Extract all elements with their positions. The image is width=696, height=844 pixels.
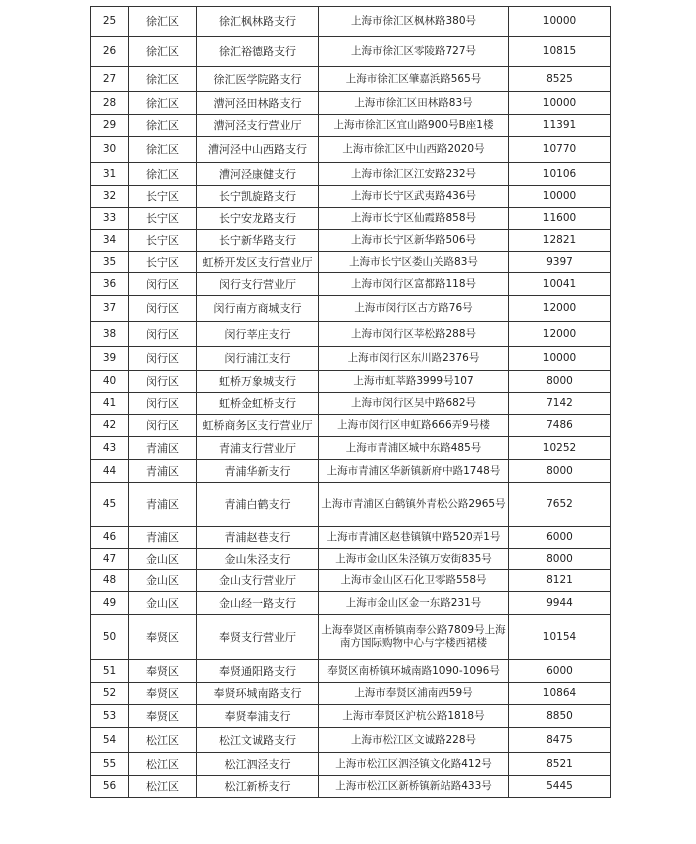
district-cell: 徐汇区: [129, 37, 197, 67]
address-cell: 上海市金山区朱泾镇万安街835号: [319, 549, 509, 570]
table-row: [91, 273, 611, 296]
amount-cell: 6000: [509, 527, 611, 549]
branch-name-cell: 虹桥金虹桥支行: [197, 393, 319, 415]
amount-cell: 8525: [509, 67, 611, 92]
district-cell: 闵行区: [129, 415, 197, 437]
address-cell: 上海市闵行区富都路118号: [319, 273, 509, 296]
table-row: [91, 322, 611, 347]
branch-name-cell: 奉贤奉浦支行: [197, 705, 319, 728]
table-row: [91, 7, 611, 37]
table-row: [91, 483, 611, 527]
table-row: [91, 347, 611, 371]
row-number: 53: [91, 705, 129, 728]
address-cell: 上海市闵行区吴中路682号: [319, 393, 509, 415]
district-cell: 闵行区: [129, 393, 197, 415]
table-row: [91, 460, 611, 483]
address-cell: 上海市长宁区新华路506号: [319, 230, 509, 252]
district-cell: 闵行区: [129, 296, 197, 322]
branch-name-cell: 松江泗泾支行: [197, 753, 319, 776]
address-cell: 上海市徐汇区肇嘉浜路565号: [319, 67, 509, 92]
row-number: 40: [91, 371, 129, 393]
table-row: [91, 728, 611, 753]
address-cell: 上海市松江区文诚路228号: [319, 728, 509, 753]
amount-cell: 12000: [509, 296, 611, 322]
branch-table: [90, 6, 611, 798]
row-number: 26: [91, 37, 129, 67]
branch-name-cell: 漕河泾中山西路支行: [197, 137, 319, 163]
row-number: 25: [91, 7, 129, 37]
district-cell: 金山区: [129, 570, 197, 592]
address-cell: 上海市青浦区赵巷镇镇中路520弄1号: [319, 527, 509, 549]
address-cell: 上海市长宁区仙霞路858号: [319, 208, 509, 230]
row-number: 51: [91, 660, 129, 683]
branch-name-cell: 奉贤环城南路支行: [197, 683, 319, 705]
branch-name-cell: 青浦白鹤支行: [197, 483, 319, 527]
branch-name-cell: 金山支行营业厅: [197, 570, 319, 592]
amount-cell: 10106: [509, 163, 611, 186]
address-cell: 上海市闵行区申虹路666弄9号楼: [319, 415, 509, 437]
amount-cell: 7652: [509, 483, 611, 527]
district-cell: 闵行区: [129, 322, 197, 347]
row-number: 48: [91, 570, 129, 592]
amount-cell: 10000: [509, 92, 611, 115]
address-cell: 上海市徐汇区枫林路380号: [319, 7, 509, 37]
amount-cell: 8000: [509, 460, 611, 483]
branch-name-cell: 长宁安龙路支行: [197, 208, 319, 230]
row-number: 46: [91, 527, 129, 549]
table-row: [91, 549, 611, 570]
branch-name-cell: 漕河泾支行营业厅: [197, 115, 319, 137]
branch-name-cell: 虹桥商务区支行营业厅: [197, 415, 319, 437]
table-row: [91, 252, 611, 273]
row-number: 54: [91, 728, 129, 753]
district-cell: 闵行区: [129, 371, 197, 393]
district-cell: 奉贤区: [129, 683, 197, 705]
branch-name-cell: 闵行莘庄支行: [197, 322, 319, 347]
row-number: 55: [91, 753, 129, 776]
address-cell: 上海市徐汇区田林路83号: [319, 92, 509, 115]
address-cell: 奉贤区南桥镇环城南路1090-1096号: [319, 660, 509, 683]
address-cell: 上海市青浦区白鹤镇外青松公路2965号: [319, 483, 509, 527]
row-number: 39: [91, 347, 129, 371]
row-number: 38: [91, 322, 129, 347]
table-row: [91, 592, 611, 615]
branch-name-cell: 虹桥开发区支行营业厅: [197, 252, 319, 273]
address-cell: 上海市徐汇区中山西路2020号: [319, 137, 509, 163]
address-cell: 上海市闵行区东川路2376号: [319, 347, 509, 371]
district-cell: 徐汇区: [129, 7, 197, 37]
row-number: 27: [91, 67, 129, 92]
amount-cell: 10154: [509, 615, 611, 660]
branch-name-cell: 长宁凯旋路支行: [197, 186, 319, 208]
table-row: [91, 683, 611, 705]
address-cell: 上海市长宁区娄山关路83号: [319, 252, 509, 273]
amount-cell: 10041: [509, 273, 611, 296]
table-row: [91, 705, 611, 728]
amount-cell: 10000: [509, 347, 611, 371]
row-number: 35: [91, 252, 129, 273]
district-cell: 徐汇区: [129, 115, 197, 137]
amount-cell: 8850: [509, 705, 611, 728]
row-number: 44: [91, 460, 129, 483]
table-row: [91, 37, 611, 67]
table-row: [91, 437, 611, 460]
district-cell: 松江区: [129, 753, 197, 776]
address-cell: 上海市虹莘路3999号107: [319, 371, 509, 393]
branch-name-cell: 长宁新华路支行: [197, 230, 319, 252]
address-cell: 上海市奉贤区浦南西59号: [319, 683, 509, 705]
table-row: [91, 660, 611, 683]
district-cell: 徐汇区: [129, 92, 197, 115]
row-number: 30: [91, 137, 129, 163]
address-cell: 上海市徐汇区江安路232号: [319, 163, 509, 186]
address-cell: 上海市金山区金一东路231号: [319, 592, 509, 615]
branch-name-cell: 松江文诚路支行: [197, 728, 319, 753]
amount-cell: 10864: [509, 683, 611, 705]
district-cell: 徐汇区: [129, 137, 197, 163]
address-cell: 上海市闵行区古方路76号: [319, 296, 509, 322]
amount-cell: 10000: [509, 186, 611, 208]
district-cell: 长宁区: [129, 208, 197, 230]
amount-cell: 7486: [509, 415, 611, 437]
address-cell: 上海市松江区泗泾镇文化路412号: [319, 753, 509, 776]
address-cell: 上海市奉贤区沪杭公路1818号: [319, 705, 509, 728]
branch-name-cell: 金山朱泾支行: [197, 549, 319, 570]
amount-cell: 11600: [509, 208, 611, 230]
amount-cell: 6000: [509, 660, 611, 683]
address-cell: 上海奉贤区南桥镇南奉公路7809号上海南方国际购物中心与字楼西裙楼: [319, 615, 509, 660]
row-number: 42: [91, 415, 129, 437]
row-number: 41: [91, 393, 129, 415]
amount-cell: 11391: [509, 115, 611, 137]
amount-cell: 8121: [509, 570, 611, 592]
table-row: [91, 527, 611, 549]
address-cell: 上海市松江区新桥镇新站路433号: [319, 776, 509, 798]
address-cell: 上海市长宁区武夷路436号: [319, 186, 509, 208]
amount-cell: 8000: [509, 549, 611, 570]
row-number: 31: [91, 163, 129, 186]
row-number: 33: [91, 208, 129, 230]
district-cell: 长宁区: [129, 230, 197, 252]
row-number: 34: [91, 230, 129, 252]
branch-name-cell: 虹桥万象城支行: [197, 371, 319, 393]
address-cell: 上海市徐汇区零陵路727号: [319, 37, 509, 67]
branch-name-cell: 松江新桥支行: [197, 776, 319, 798]
district-cell: 松江区: [129, 728, 197, 753]
table-row: [91, 371, 611, 393]
table-row: [91, 163, 611, 186]
district-cell: 闵行区: [129, 273, 197, 296]
row-number: 36: [91, 273, 129, 296]
amount-cell: 10815: [509, 37, 611, 67]
row-number: 32: [91, 186, 129, 208]
table-row: [91, 415, 611, 437]
branch-name-cell: 金山经一路支行: [197, 592, 319, 615]
branch-name-cell: 徐汇枫林路支行: [197, 7, 319, 37]
branch-name-cell: 青浦赵巷支行: [197, 527, 319, 549]
branch-name-cell: 徐汇医学院路支行: [197, 67, 319, 92]
district-cell: 青浦区: [129, 437, 197, 460]
amount-cell: 12000: [509, 322, 611, 347]
address-cell: 上海市青浦区城中东路485号: [319, 437, 509, 460]
amount-cell: 8000: [509, 371, 611, 393]
row-number: 43: [91, 437, 129, 460]
address-cell: 上海市金山区石化卫零路558号: [319, 570, 509, 592]
district-cell: 奉贤区: [129, 705, 197, 728]
branch-name-cell: 漕河泾康健支行: [197, 163, 319, 186]
row-number: 50: [91, 615, 129, 660]
district-cell: 青浦区: [129, 527, 197, 549]
district-cell: 长宁区: [129, 186, 197, 208]
branch-name-cell: 闵行支行营业厅: [197, 273, 319, 296]
district-cell: 青浦区: [129, 483, 197, 527]
amount-cell: 7142: [509, 393, 611, 415]
branch-name-cell: 闵行南方商城支行: [197, 296, 319, 322]
table-row: [91, 296, 611, 322]
table-row: [91, 92, 611, 115]
district-cell: 金山区: [129, 549, 197, 570]
table-row: [91, 67, 611, 92]
amount-cell: 12821: [509, 230, 611, 252]
amount-cell: 9397: [509, 252, 611, 273]
table-row: [91, 753, 611, 776]
branch-name-cell: 青浦华新支行: [197, 460, 319, 483]
row-number: 47: [91, 549, 129, 570]
row-number: 52: [91, 683, 129, 705]
table-row: [91, 570, 611, 592]
amount-cell: 9944: [509, 592, 611, 615]
branch-name-cell: 漕河泾田林路支行: [197, 92, 319, 115]
row-number: 29: [91, 115, 129, 137]
table-row: [91, 230, 611, 252]
row-number: 45: [91, 483, 129, 527]
branch-name-cell: 奉贤通阳路支行: [197, 660, 319, 683]
branch-name-cell: 奉贤支行营业厅: [197, 615, 319, 660]
address-cell: 上海市青浦区华新镇新府中路1748号: [319, 460, 509, 483]
district-cell: 长宁区: [129, 252, 197, 273]
row-number: 49: [91, 592, 129, 615]
amount-cell: 10252: [509, 437, 611, 460]
row-number: 28: [91, 92, 129, 115]
district-cell: 闵行区: [129, 347, 197, 371]
table-row: [91, 137, 611, 163]
table-row: [91, 393, 611, 415]
district-cell: 徐汇区: [129, 67, 197, 92]
table-row: [91, 115, 611, 137]
address-cell: 上海市闵行区莘松路288号: [319, 322, 509, 347]
row-number: 37: [91, 296, 129, 322]
table-row: [91, 208, 611, 230]
amount-cell: 10000: [509, 7, 611, 37]
table-row: [91, 186, 611, 208]
branch-name-cell: 青浦支行营业厅: [197, 437, 319, 460]
address-cell: 上海市徐汇区宜山路900号B座1楼: [319, 115, 509, 137]
district-cell: 松江区: [129, 776, 197, 798]
row-number: 56: [91, 776, 129, 798]
amount-cell: 10770: [509, 137, 611, 163]
district-cell: 徐汇区: [129, 163, 197, 186]
table-row: [91, 776, 611, 798]
district-cell: 奉贤区: [129, 615, 197, 660]
amount-cell: 8475: [509, 728, 611, 753]
district-cell: 金山区: [129, 592, 197, 615]
branch-name-cell: 闵行浦江支行: [197, 347, 319, 371]
district-cell: 奉贤区: [129, 660, 197, 683]
amount-cell: 5445: [509, 776, 611, 798]
table-row: [91, 615, 611, 660]
amount-cell: 8521: [509, 753, 611, 776]
branch-table-body: [91, 7, 611, 798]
district-cell: 青浦区: [129, 460, 197, 483]
branch-name-cell: 徐汇裕德路支行: [197, 37, 319, 67]
